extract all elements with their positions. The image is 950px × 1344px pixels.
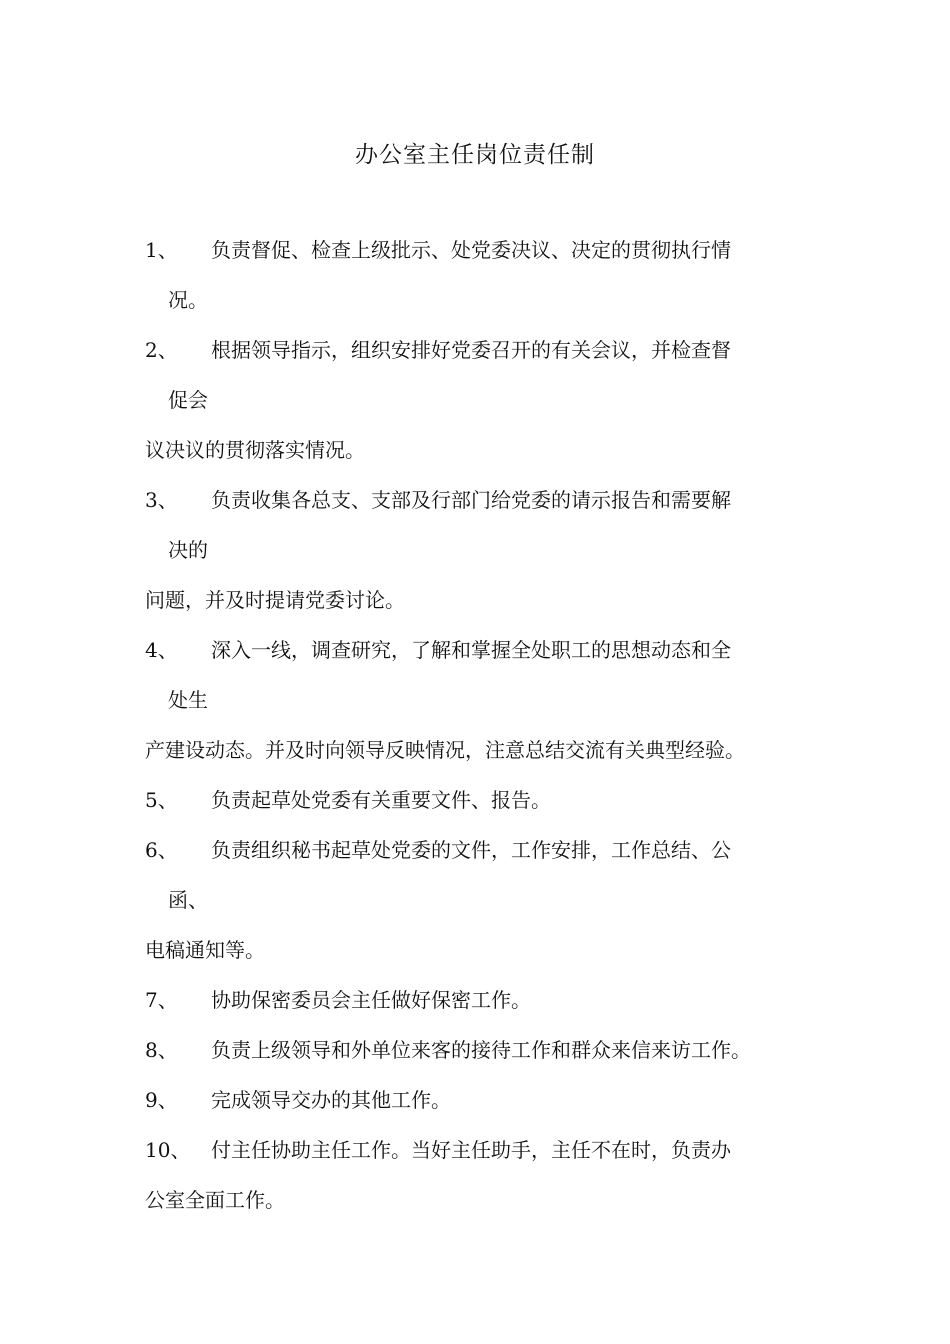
list-item-7: [145, 986, 531, 1014]
item-6-continuation: 电稿通知等。: [145, 938, 265, 962]
item-2-continuation: 议决议的贯彻落实情况。: [145, 438, 365, 462]
item-number: 8、: [145, 1038, 178, 1062]
item-number: 6、: [145, 838, 178, 862]
item-number: 7、: [145, 988, 178, 1012]
item-number: 9、: [145, 1088, 178, 1112]
item-10-continuation: 公室全面工作。: [145, 1188, 285, 1212]
list-item-1: [145, 236, 731, 264]
item-text: 负责组织秘书起草处党委的文件，工作安排，工作总结、公: [211, 838, 731, 862]
list-item-9: [145, 1086, 451, 1114]
item-text: 协助保密委员会主任做好保密工作。: [211, 988, 531, 1012]
list-item-4: [145, 636, 731, 664]
item-number: 5、: [145, 788, 178, 812]
item-6-wrap: 函、: [168, 888, 208, 912]
item-number: 10、: [145, 1138, 191, 1162]
list-item-2: [145, 336, 731, 364]
item-text: 负责上级领导和外单位来客的接待工作和群众来信来访工作。: [211, 1038, 751, 1062]
item-3-wrap: 决的: [168, 538, 208, 562]
item-text: 负责收集各总支、支部及行部门给党委的请示报告和需要解: [211, 488, 731, 512]
item-text: 根据领导指示，组织安排好党委召开的有关会议，并检查督: [211, 338, 731, 362]
list-item-10: [145, 1136, 731, 1164]
item-text: 负责督促、检查上级批示、处党委决议、决定的贯彻执行情: [211, 238, 731, 262]
item-2-wrap: 促会: [168, 388, 208, 412]
list-item-8: [145, 1036, 751, 1064]
item-text: 完成领导交办的其他工作。: [211, 1088, 451, 1112]
item-number: 2、: [145, 338, 178, 362]
item-3-continuation: 问题，并及时提请党委讨论。: [145, 588, 405, 612]
item-1-wrap: 况。: [168, 288, 208, 312]
document-title: 办公室主任岗位责任制: [355, 142, 595, 168]
item-number: 3、: [145, 488, 178, 512]
item-text: 负责起草处党委有关重要文件、报告。: [211, 788, 551, 812]
list-item-5: [145, 786, 551, 814]
list-item-3: [145, 486, 731, 514]
list-item-6: [145, 836, 731, 864]
item-4-continuation: 产建设动态。并及时向领导反映情况，注意总结交流有关典型经验。: [145, 738, 745, 762]
item-text: 深入一线，调查研究，了解和掌握全处职工的思想动态和全: [211, 638, 731, 662]
item-number: 1、: [145, 238, 178, 262]
item-text: 付主任协助主任工作。当好主任助手，主任不在时，负责办: [211, 1138, 731, 1162]
item-number: 4、: [145, 638, 178, 662]
item-4-wrap: 处生: [168, 688, 208, 712]
